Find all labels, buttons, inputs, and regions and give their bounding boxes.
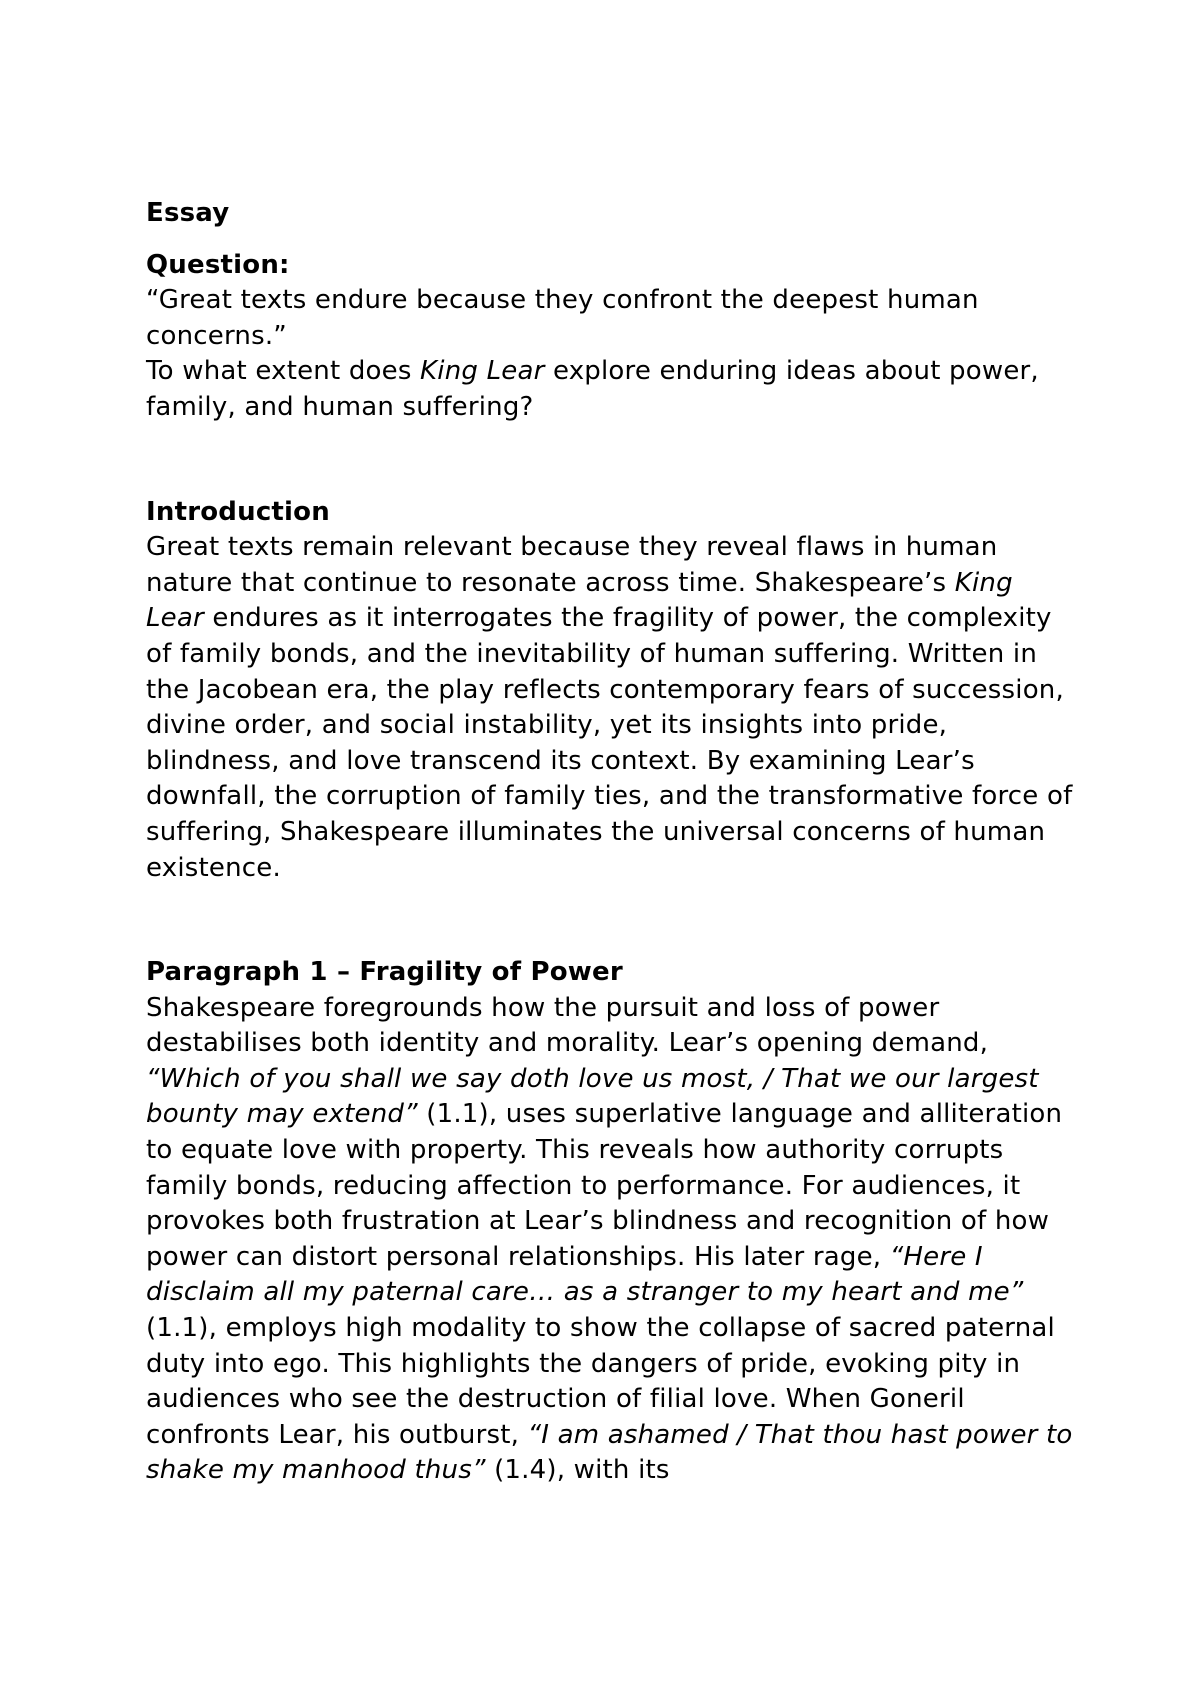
question-prompt: [146, 354, 1076, 425]
paragraph1-heading: Paragraph 1 – Fragility of Power: [146, 957, 623, 988]
paragraph1-quote: “Which of you shall we say doth love us most, / That we our largest bounty may extend”: [146, 1063, 1039, 1130]
introduction-play-title: King Lear: [146, 567, 1013, 634]
question-label: Question:: [146, 249, 290, 280]
introduction-text-cont: endures as it interrogates the fragility of power, the complexity of family bonds, and the inevitability of human suffering. Written in the Jacobean era, the play reflects contemporary fears of succession, divine order, and social instability, yet its insights into pride, blindness, and love transcend its context. By examining Lear’s downfall, the corruption of family ties, and the transformative force of suffering, Shakespeare illuminates the universal concerns of human existence.: [146, 603, 1073, 883]
paragraph1-quote: “Here I disclaim all my paternal care… as a stranger to my heart and me”: [146, 1241, 1024, 1308]
paragraph1-text: Shakespeare foregrounds how the pursuit and loss of power destabilises both identity and morality. Lear’s opening demand,: [146, 992, 989, 1059]
question-prompt-text-end: explore enduring ideas about power, family, and human suffering?: [146, 356, 1039, 422]
introduction-section: [146, 495, 1076, 887]
introduction-text: Great texts remain relevant because they reveal flaws in human nature that continue to resonate across time. Shakespeare’s: [146, 532, 998, 598]
question-quote: “Great texts endure because they confront the deepest human concerns.”: [146, 285, 979, 351]
introduction-body: [146, 530, 1076, 886]
question-prompt-title: King Lear: [420, 356, 545, 387]
paragraph1-text: (1.4), with its: [485, 1455, 670, 1486]
essay-document: [146, 196, 1076, 1489]
paragraph1-quote: “I am ashamed / That thou hast power to shake my manhood thus”: [146, 1419, 1073, 1486]
essay-title: Essay: [146, 198, 230, 228]
section-spacer: [146, 426, 1076, 495]
paragraph1-section: [146, 955, 1076, 1489]
paragraph1-body: [146, 991, 1076, 1489]
paragraph1-text: (1.1), uses superlative language and alliteration to equate love with property. This reveals how authority corrupts family bonds, reducing affection to performance. For audiences, it provokes both frustration at Lear’s blindness and recognition of how power can distort personal relationships. His later rage,: [146, 1099, 1063, 1272]
introduction-heading: Introduction: [146, 496, 330, 527]
question-section: [146, 248, 1076, 426]
question-prompt-text: To what extent does: [146, 356, 421, 387]
paragraph1-text: (1.1), employs high modality to show the collapse of sacred paternal duty into ego. This highlights the dangers of pride, evoking pity in audiences who see the destruction of filial love. When Goneril confronts Lear, his outburst,: [146, 1313, 1055, 1450]
section-spacer: [146, 886, 1076, 955]
